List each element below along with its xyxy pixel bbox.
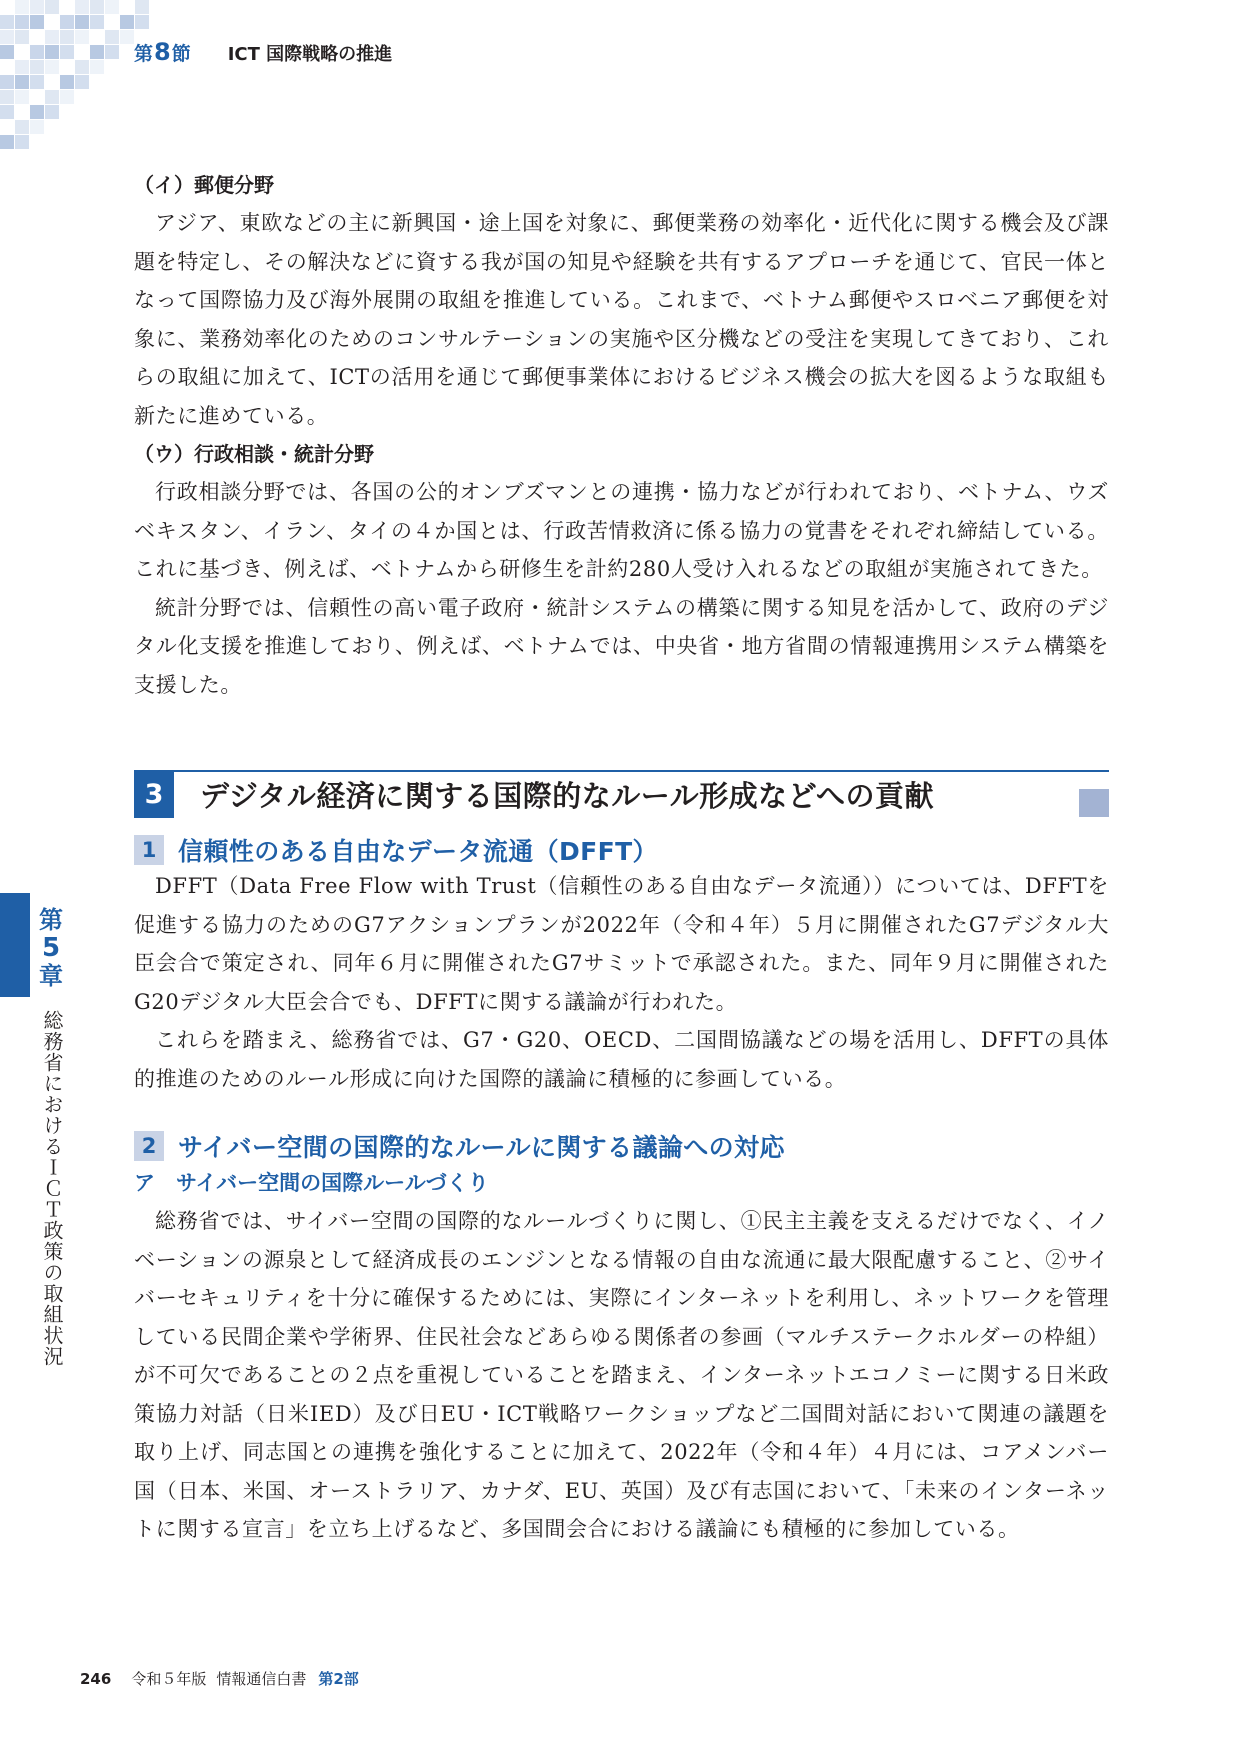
corner-tile xyxy=(0,105,14,119)
corner-tile xyxy=(15,30,29,44)
corner-tile xyxy=(45,60,59,74)
section-3-header xyxy=(134,770,1109,818)
corner-tile xyxy=(0,75,14,89)
corner-tile xyxy=(0,45,14,59)
header-title: ICT 国際戦略の推進 xyxy=(227,44,393,65)
corner-tile xyxy=(0,135,14,149)
section-rule xyxy=(134,770,1109,772)
corner-tile xyxy=(30,15,44,29)
corner-tile xyxy=(30,45,44,59)
corner-tile xyxy=(15,60,29,74)
corner-tile xyxy=(60,45,74,59)
chapter-label: 第 5 章 xyxy=(39,906,63,990)
paragraph: 統計分野では、信頼性の高い電子政府・統計システムの構築に関する知見を活かして、政府のデジタル化支援を推進しており、例えば、ベトナムでは、中央省・地方省間の情報連携用システム構築を支援した。 xyxy=(134,595,1109,697)
corner-tile xyxy=(90,45,104,59)
corner-tile xyxy=(30,105,44,119)
corner-tile xyxy=(105,0,119,14)
paragraph: アジア、東欧などの主に新興国・途上国を対象に、郵便業務の効率化・近代化に関する機会及び課題を特定し、その解決などに資する我が国の知見や経験を共有するアプローチを通じて、官民一体となって国際協力及び海外展開の取組を推進している。これまで、ベトナム郵便やスロベニア郵便を対象に、業務効率化のためのコンサルテーションの実施や区分機などの受注を実現してきており、これらの取組に加えて、ICTの活用を通じて郵便事業体におけるビジネス機会の拡大を図るような取組も新たに進めている。 xyxy=(134,211,1109,428)
section-accent-box xyxy=(1079,789,1109,817)
chapter-title-vertical: 総務省におけるＩＣＴ政策の取組状況 xyxy=(40,1010,64,1367)
corner-tile xyxy=(105,30,119,44)
corner-tile xyxy=(45,45,59,59)
corner-tile xyxy=(30,0,44,14)
corner-tile xyxy=(15,120,29,134)
corner-tile xyxy=(75,0,89,14)
corner-tile xyxy=(90,15,104,29)
corner-tile xyxy=(60,75,74,89)
page-number: 246 xyxy=(80,1670,112,1688)
paragraph: DFFT（Data Free Flow with Trust（信頼性のある自由なデータ流通））については、DFFTを促進する協力のためのG7アクションプランが2022年（令和４年）５月に開催されたG7デジタル大臣会合で策定され、同年６月に開催されたG7サミットで承認された。また、同年９月に開催されたG20デジタル大臣会合でも、DFFTに関する議論が行われた。 xyxy=(134,874,1109,1014)
chapter-tab xyxy=(0,893,30,997)
corner-tile xyxy=(60,30,74,44)
corner-tile xyxy=(75,60,89,74)
corner-tile xyxy=(120,15,134,29)
edition: 令和５年版 xyxy=(131,1670,207,1688)
paragraph: これらを踏まえ、総務省では、G7・G20、OECD、二国間協議などの場を活用し、DFFTの具体的推進のためのルール形成に向けた国際的議論に積極的に参画している。 xyxy=(134,1028,1109,1091)
corner-tile xyxy=(0,15,14,29)
corner-tile xyxy=(90,60,104,74)
subsection-number-badge: 2 xyxy=(134,1131,164,1161)
corner-tile xyxy=(15,90,29,104)
section-title: デジタル経済に関する国際的なルール形成などへの貢献 xyxy=(200,779,935,813)
subsection-1-header xyxy=(134,833,658,867)
subsection-title: 信頼性のある自由なデータ流通（DFFT） xyxy=(178,837,658,866)
corner-tile xyxy=(15,75,29,89)
corner-tile xyxy=(90,0,104,14)
page-footer xyxy=(80,1668,359,1689)
corner-tile xyxy=(30,60,44,74)
corner-tile xyxy=(15,0,29,14)
subsection-heading-u: （ウ）行政相談・統計分野 xyxy=(134,442,374,466)
corner-tile xyxy=(105,45,119,59)
subsection-2-body xyxy=(134,1164,1109,1549)
paragraph: 総務省では、サイバー空間の国際的なルールづくりに関し、①民主主義を支えるだけでなく、イノベーションの源泉として経済成長のエンジンとなる情報の自由な流通に最大限配慮すること、②サイバーセキュリティを十分に確保するためには、実際にインターネットを利用し、ネットワークを管理している民間企業や学術界、住民社会などあらゆる関係者の参画（マルチステークホルダーの枠組）が不可欠であることの２点を重視していることを踏まえ、インターネットエコノミーに関する日米政策協力対話（日米IED）及び日EU・ICT戦略ワークショップなど二国間対話において関連の議題を取り上げ、同志国との連携を強化することに加えて、2022年（令和４年）４月には、コアメンバー国（日本、米国、オーストラリア、カナダ、EU、英国）及び有志国において、「未来のインターネットに関する宣言」を立ち上げるなど、多国間会合における議論にも積極的に参加している。 xyxy=(134,1209,1109,1541)
corner-tile xyxy=(30,120,44,134)
book-title: 情報通信白書 xyxy=(216,1670,307,1688)
corner-tile xyxy=(75,30,89,44)
corner-tile xyxy=(0,30,14,44)
corner-tile xyxy=(15,15,29,29)
subsection-2-header xyxy=(134,1129,785,1163)
header-section-label: 第8節 xyxy=(134,38,192,66)
part-label: 第2部 xyxy=(318,1670,359,1688)
section-number-badge: 3 xyxy=(134,770,174,818)
top-content xyxy=(134,166,1109,704)
corner-tile xyxy=(135,0,149,14)
subsubsection-heading: ア サイバー空間の国際ルールづくり xyxy=(134,1171,489,1195)
corner-decoration xyxy=(0,0,150,150)
corner-tile xyxy=(45,90,59,104)
corner-tile xyxy=(30,75,44,89)
corner-tile xyxy=(45,0,59,14)
corner-tile xyxy=(75,75,89,89)
corner-tile xyxy=(60,90,74,104)
corner-tile xyxy=(0,90,14,104)
corner-tile xyxy=(15,135,29,149)
subsection-number-badge: 1 xyxy=(134,835,164,865)
subsection-heading-i: （イ）郵便分野 xyxy=(134,173,274,197)
corner-tile xyxy=(60,15,74,29)
corner-tile xyxy=(45,30,59,44)
corner-tile xyxy=(45,105,59,119)
corner-tile xyxy=(120,30,134,44)
paragraph: 行政相談分野では、各国の公的オンブズマンとの連携・協力などが行われており、ベトナム、ウズベキスタン、イラン、タイの４か国とは、行政苦情救済に係る協力の覚書をそれぞれ締結している。これに基づき、例えば、ベトナムから研修生を計約280人受け入れるなどの取組が実施されてきた。 xyxy=(134,480,1109,581)
corner-tile xyxy=(135,15,149,29)
corner-tile xyxy=(75,15,89,29)
running-header xyxy=(134,38,392,68)
subsection-1-body xyxy=(134,867,1109,1098)
subsection-title: サイバー空間の国際的なルールに関する議論への対応 xyxy=(178,1133,785,1162)
